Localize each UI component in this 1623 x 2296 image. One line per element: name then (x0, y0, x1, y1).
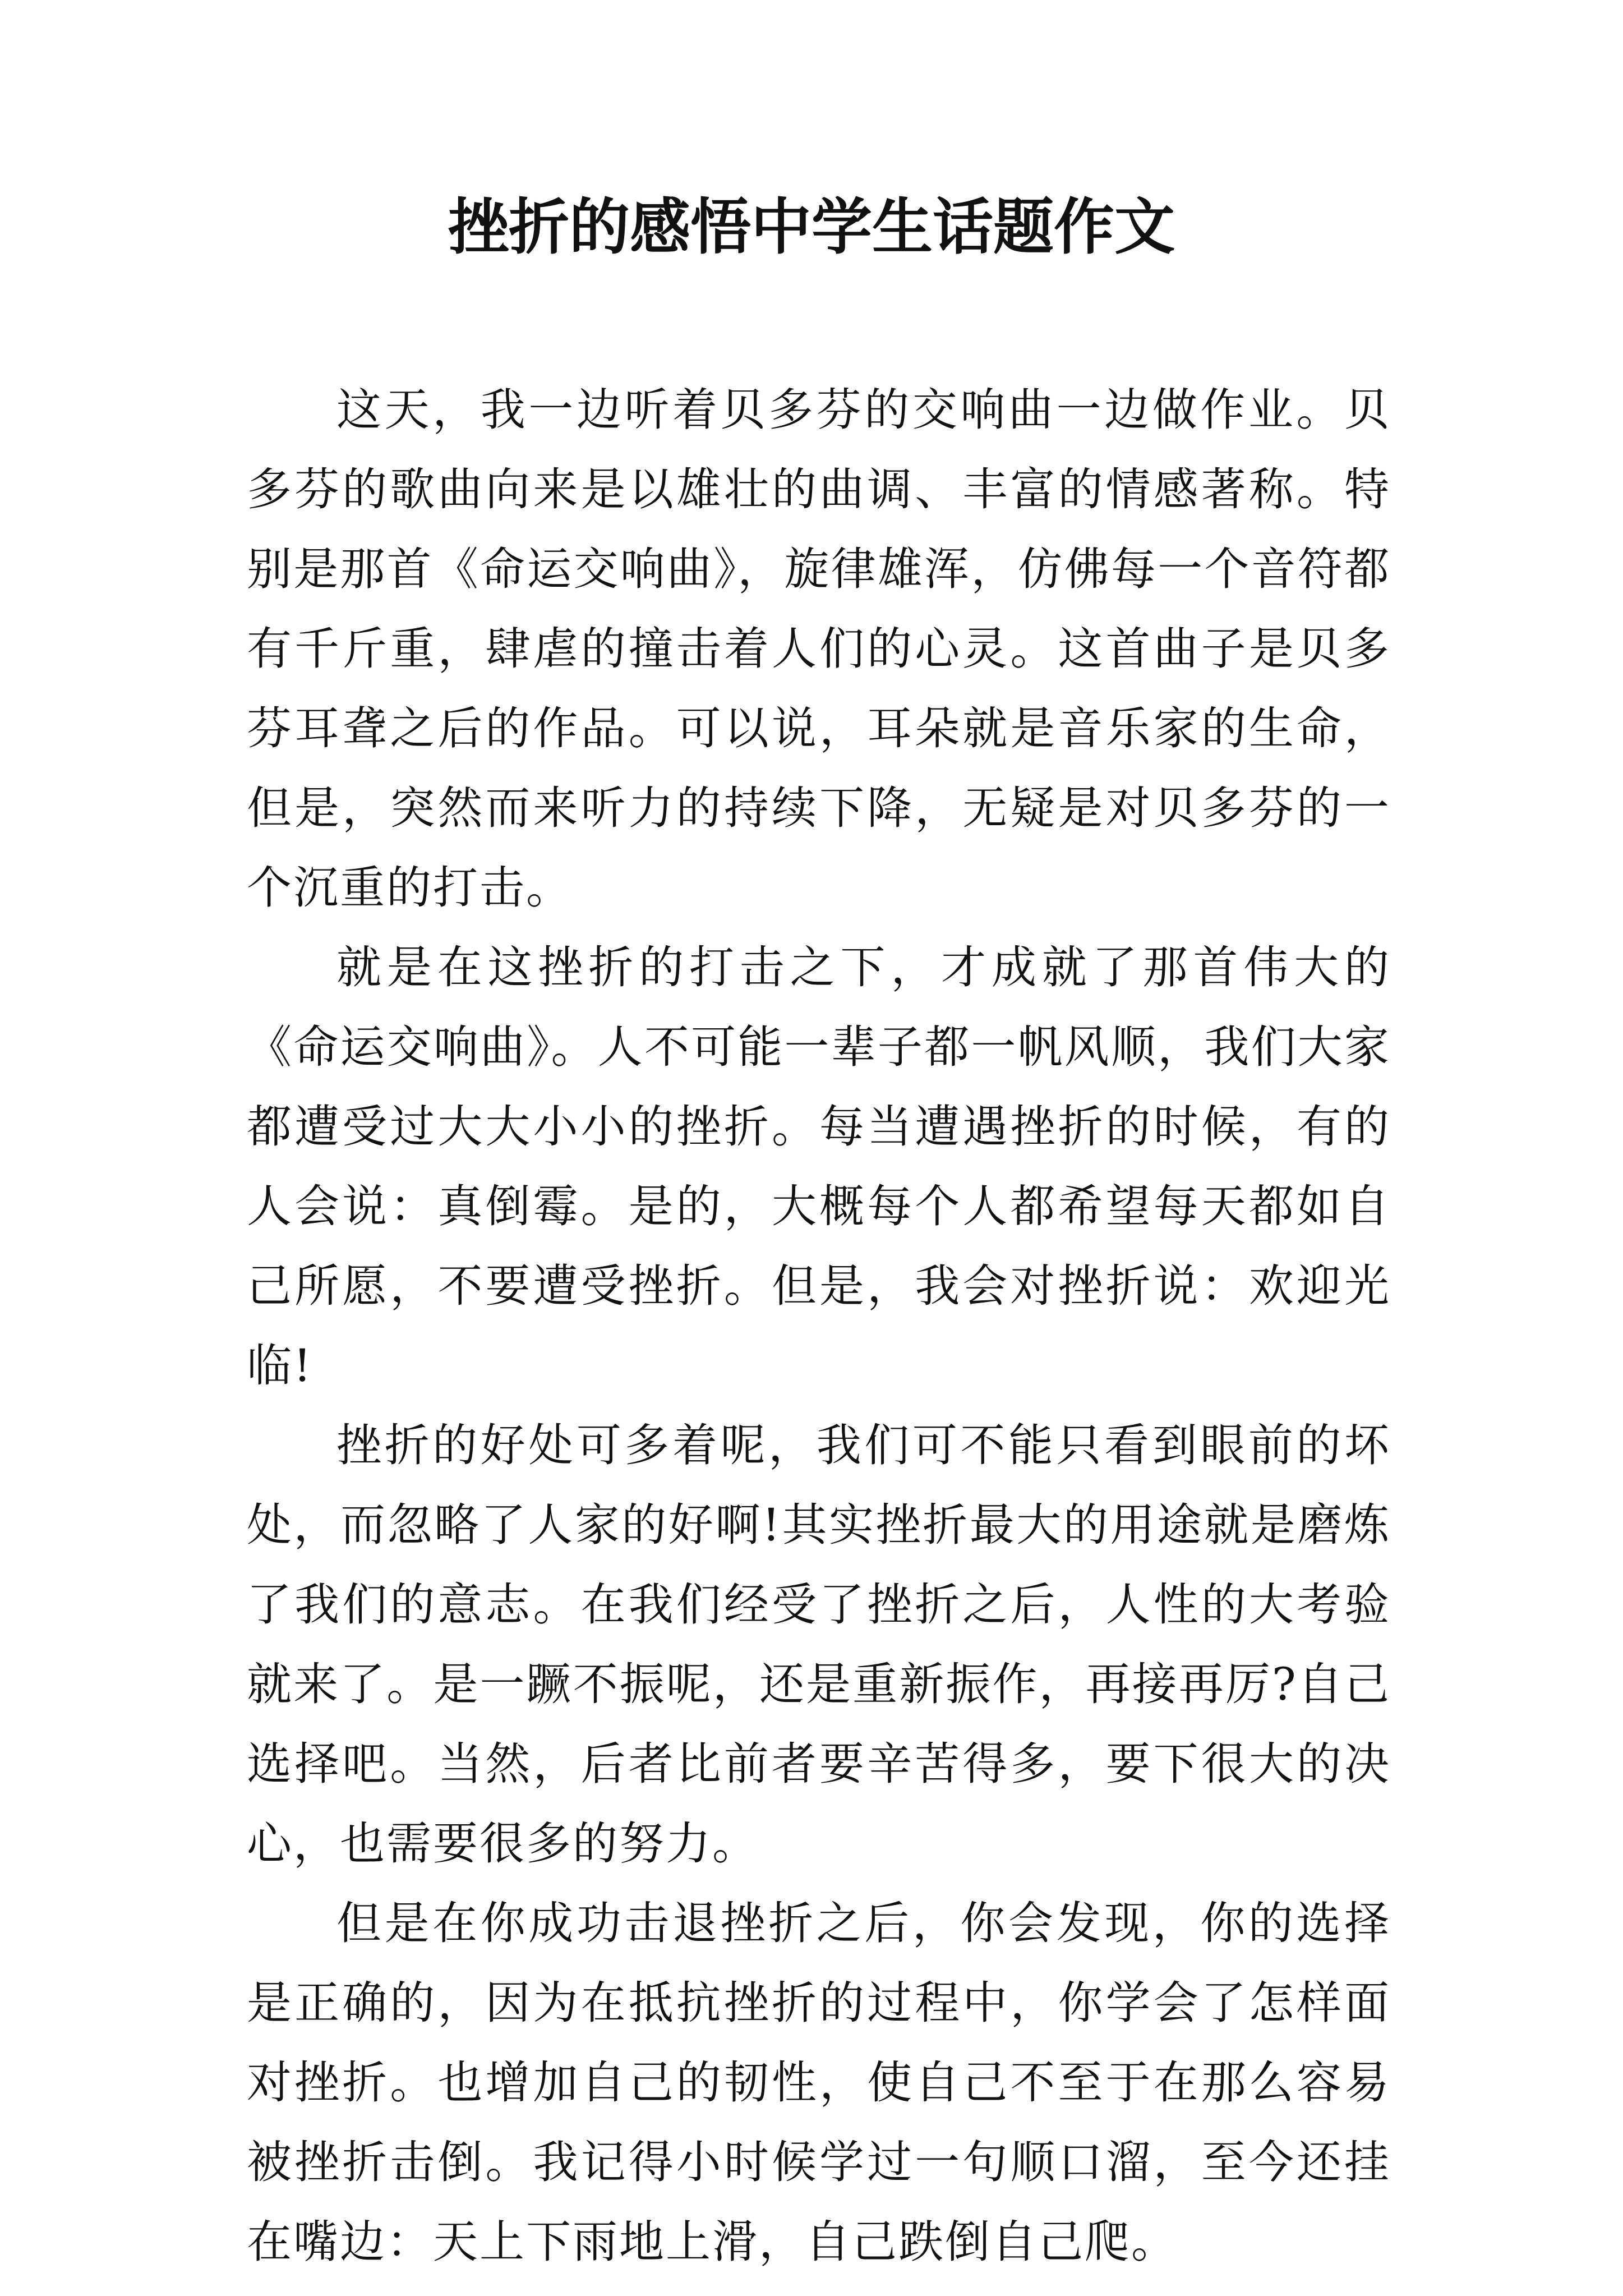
paragraph-4: 但是在你成功击退挫折之后，你会发现，你的选择是正确的，因为在抵抗挫折的过程中，你学会了怎样面对挫折。也增加自己的韧性，使自己不至于在那么容易被挫折击倒。我记得小时候学过一句顺口溜，至今还挂在嘴边：天上下雨地上滑，自己跌倒自己爬。 (247, 1897, 1391, 2268)
paragraph-2: 就是在这挫折的打击之下，才成就了那首伟大的《命运交响曲》。人不可能一辈子都一帆风顺，我们大家都遭受过大大小小的挫折。每当遭遇挫折的时候，有的人会说：真倒霉。是的，大概每个人都希望每天都如自己所愿，不要遭受挫折。但是，我会对挫折说：欢迎光临! (247, 941, 1391, 1392)
paragraph-3: 挫折的好处可多着呢，我们可不能只看到眼前的坏处，而忽略了人家的好啊!其实挫折最大的用途就是磨炼了我们的意志。在我们经受了挫折之后，人性的大考验就来了。是一蹶不振呢，还是重新振作，再接再厉?自己选择吧。当然，后者比前者要辛苦得多，要下很大的决心，也需要很多的努力。 (247, 1419, 1391, 1870)
document-title: 挫折的感悟中学生话题作文 (448, 192, 1175, 263)
document-body (247, 370, 1391, 2282)
paragraph-1: 这天，我一边听着贝多芬的交响曲一边做作业。贝多芬的歌曲向来是以雄壮的曲调、丰富的情感著称。特别是那首《命运交响曲》，旋律雄浑，仿佛每一个音符都有千斤重，肆虐的撞击着人们的心灵。这首曲子是贝多芬耳聋之后的作品。可以说，耳朵就是音乐家的生命，但是，突然而来听力的持续下降，无疑是对贝多芬的一个沉重的打击。 (247, 384, 1391, 914)
